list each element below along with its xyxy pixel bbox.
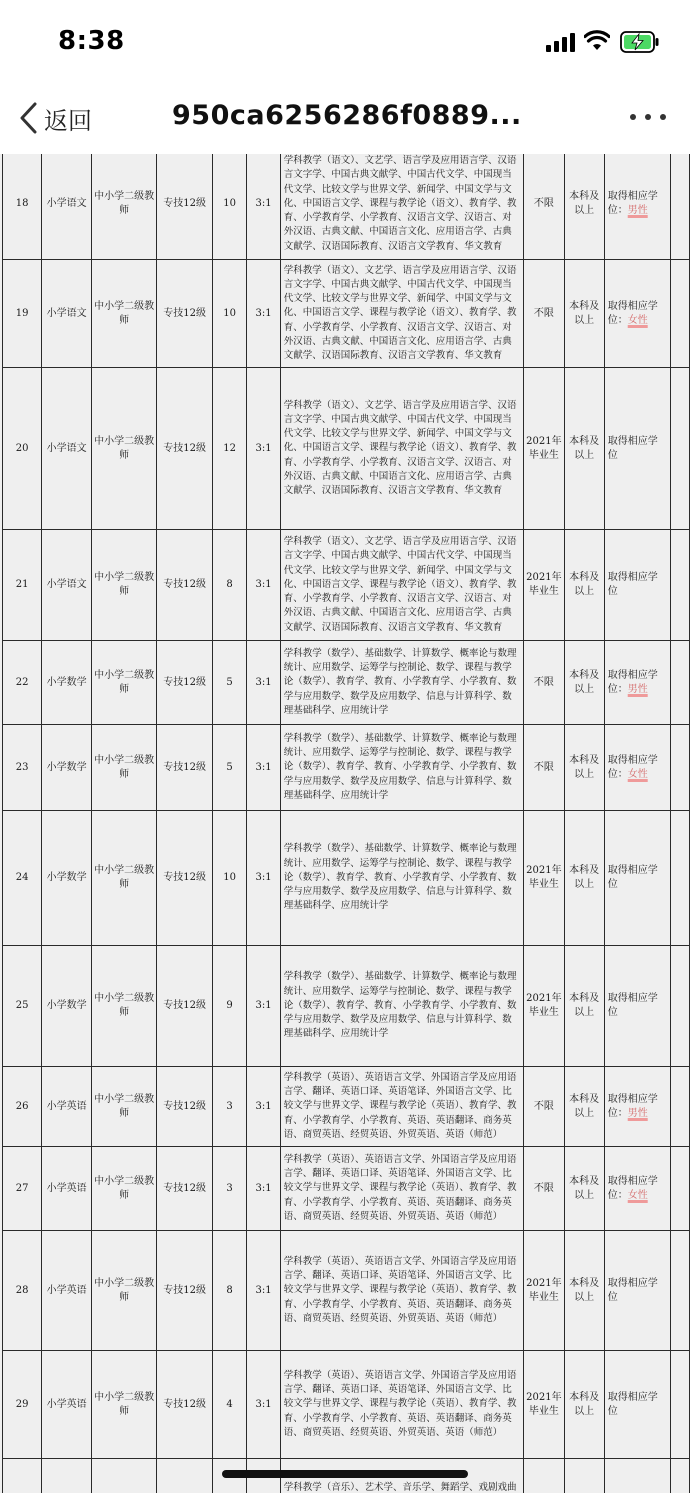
table-row	[3, 725, 690, 811]
gender-requirement: 女性	[627, 1189, 648, 1201]
level-text: 专技12级	[163, 307, 206, 319]
ratio-text: 3:1	[255, 579, 272, 590]
battery-charging-icon	[620, 31, 660, 53]
count-cell	[212, 368, 246, 530]
row-number-cell	[3, 641, 42, 725]
position-cell	[91, 1067, 156, 1147]
table-row	[3, 368, 690, 530]
level-cell	[157, 260, 213, 368]
level-cell	[157, 946, 213, 1067]
table-row	[3, 260, 690, 368]
subject-text: 小学数学	[46, 761, 87, 773]
major-cell	[280, 1351, 523, 1459]
subject-text: 小学语文	[46, 198, 87, 209]
count-cell	[212, 641, 246, 725]
position-cell	[91, 1459, 156, 1493]
degree-cell	[604, 154, 670, 260]
table-row	[3, 530, 690, 641]
ratio-text: 3:1	[255, 1100, 272, 1112]
position-text: 中小学二级教师	[94, 1277, 155, 1303]
graduate-cell	[524, 1147, 565, 1231]
edge-cell	[670, 260, 690, 368]
graduate-cell	[524, 811, 565, 946]
count-cell	[212, 260, 246, 368]
edge-cell	[670, 1147, 690, 1231]
row-number-text: 18	[15, 198, 29, 209]
edge-cell	[670, 1067, 690, 1147]
major-cell	[280, 946, 523, 1067]
more-dot-icon	[645, 114, 651, 120]
gender-requirement: 男性	[627, 1107, 648, 1119]
row-number-text: 28	[15, 1284, 29, 1296]
row-number-cell	[3, 368, 42, 530]
edge-cell	[670, 1351, 690, 1459]
position-cell	[91, 725, 156, 811]
row-number-cell	[3, 1147, 42, 1231]
ratio-cell	[247, 1147, 280, 1231]
major-cell	[280, 811, 523, 946]
education-text: 本科及以上	[569, 669, 600, 695]
level-text: 专技12级	[163, 579, 206, 590]
subject-text: 小学数学	[46, 872, 87, 883]
level-cell	[157, 154, 213, 260]
subject-text: 小学英语	[46, 1100, 87, 1112]
position-cell	[91, 811, 156, 946]
edge-cell	[670, 946, 690, 1067]
row-number-text: 19	[15, 307, 29, 319]
graduate-cell	[524, 260, 565, 368]
position-cell	[91, 368, 156, 530]
education-cell	[564, 1067, 604, 1147]
gender-requirement: 女性	[627, 314, 648, 326]
table-row	[3, 811, 690, 946]
subject-text: 小学英语	[46, 1284, 87, 1296]
row-number-cell	[3, 725, 42, 811]
ratio-cell	[247, 641, 280, 725]
row-number-text: 29	[15, 1398, 29, 1410]
subject-cell	[42, 530, 92, 641]
count-text: 8	[226, 1284, 233, 1296]
education-text: 本科及以上	[569, 993, 600, 1018]
degree-cell	[604, 1147, 670, 1231]
degree-text: 取得相应学位	[607, 865, 658, 890]
graduate-cell	[524, 946, 565, 1067]
recruitment-table-body	[3, 154, 690, 1493]
count-cell	[212, 1147, 246, 1231]
degree-cell	[604, 641, 670, 725]
position-cell	[91, 260, 156, 368]
education-text: 本科及以上	[569, 1175, 600, 1201]
more-options-button[interactable]	[626, 106, 670, 128]
count-cell	[212, 1067, 246, 1147]
position-text: 中小学二级教师	[94, 191, 155, 216]
education-text: 本科及以上	[569, 754, 600, 780]
row-number-cell	[3, 260, 42, 368]
level-text: 专技12级	[163, 1000, 206, 1011]
degree-cell	[604, 1067, 670, 1147]
degree-text: 取得相应学位	[607, 993, 658, 1018]
subject-cell	[42, 368, 92, 530]
degree-text: 取得相应学位：	[607, 754, 658, 780]
count-text: 4	[226, 1398, 233, 1410]
chevron-left-icon	[16, 100, 40, 136]
subject-text: 小学英语	[46, 1182, 87, 1194]
degree-cell	[604, 811, 670, 946]
degree-cell	[604, 946, 670, 1067]
count-text: 9	[226, 1000, 233, 1011]
subject-text: 小学语文	[46, 579, 87, 590]
row-number-cell	[3, 1231, 42, 1351]
position-cell	[91, 946, 156, 1067]
level-text: 专技12级	[163, 761, 206, 773]
graduate-text: 2021年毕业生	[526, 572, 562, 597]
position-text: 中小学二级教师	[94, 1391, 155, 1417]
graduate-text: 2021年毕业生	[526, 1277, 562, 1303]
document-viewer[interactable]	[0, 154, 690, 1493]
graduate-text: 不限	[533, 307, 554, 319]
row-number-cell	[3, 946, 42, 1067]
ratio-text: 3:1	[255, 198, 272, 209]
education-cell	[564, 1147, 604, 1231]
ratio-cell	[247, 725, 280, 811]
row-number-text: 21	[15, 579, 29, 590]
position-cell	[91, 530, 156, 641]
graduate-cell	[524, 1459, 565, 1493]
graduate-cell	[524, 368, 565, 530]
home-indicator[interactable]	[222, 1470, 468, 1478]
status-bar	[0, 0, 690, 80]
graduate-cell	[524, 641, 565, 725]
subject-cell	[42, 811, 92, 946]
ratio-text: 3:1	[255, 676, 272, 688]
edge-cell	[670, 530, 690, 641]
degree-cell	[604, 1231, 670, 1351]
position-cell	[91, 1231, 156, 1351]
position-text: 中小学二级教师	[94, 435, 155, 461]
edge-cell	[670, 811, 690, 946]
ratio-cell	[247, 811, 280, 946]
major-text: 学科教学（语文）、文艺学、语言学及应用语言学、汉语言文字学、中国古典文献学、中国古代文学、中国现当代文学、比较文学与世界文学、新闻学、中国文学与文化、中国语言文学、课程与教学论（语文）、教育学、教育、小学教育学、小学教育、汉语言文学、汉语言、对外汉语、古典文献、中国语言文化、应用语言学、古典文献学、汉语国际教育、汉语言文学教育、华文教育	[283, 536, 517, 633]
level-cell	[157, 1067, 213, 1147]
edge-cell	[670, 154, 690, 260]
level-cell	[157, 1351, 213, 1459]
graduate-text: 不限	[533, 761, 554, 773]
degree-cell	[604, 725, 670, 811]
ratio-cell	[247, 1351, 280, 1459]
count-text: 5	[226, 676, 233, 688]
ratio-text: 3:1	[255, 761, 272, 773]
row-number-text: 24	[15, 872, 29, 883]
graduate-text: 2021年毕业生	[526, 435, 562, 461]
education-text: 本科及以上	[569, 1093, 600, 1119]
ratio-cell	[247, 1067, 280, 1147]
education-cell	[564, 368, 604, 530]
row-number-cell	[3, 530, 42, 641]
row-number-text: 26	[15, 1100, 29, 1112]
edge-cell	[670, 368, 690, 530]
count-text: 12	[223, 442, 236, 454]
level-cell	[157, 368, 213, 530]
graduate-text: 不限	[533, 198, 554, 209]
level-text: 专技12级	[163, 676, 206, 688]
recruitment-table	[2, 154, 690, 1493]
level-cell	[157, 1459, 213, 1493]
graduate-text: 不限	[533, 1182, 554, 1194]
ratio-text: 3:1	[255, 1000, 272, 1011]
major-text: 学科教学（语文）、文艺学、语言学及应用语言学、汉语言文字学、中国古典文献学、中国古代文学、中国现当代文学、比较文学与世界文学、新闻学、中国文学与文化、中国语言文学、课程与教学论（语文）、教育学、教育、小学教育学、小学教育、汉语言文学、汉语言、对外汉语、古典文献、中国语言文化、应用语言学、古典文献学、汉语国际教育、汉语言文学教育、华文教育	[283, 399, 517, 496]
ratio-cell	[247, 154, 280, 260]
major-cell	[280, 1231, 523, 1351]
education-text: 本科及以上	[569, 865, 600, 890]
subject-cell	[42, 725, 92, 811]
degree-text: 取得相应学位	[607, 1277, 658, 1303]
level-text: 专技12级	[163, 1284, 206, 1296]
major-text: 学科教学（英语）、英语语言文学、外国语言学及应用语言学、翻译、英语口译、英语笔译、外国语言文学、比较文学与世界文学、课程与教学论（英语）、教育学、教育、小学教育学、小学教育、英语、英语翻译、商务英语、商贸英语、经贸英语、外贸英语、英语（师范）	[283, 1369, 517, 1438]
position-text: 中小学二级教师	[94, 754, 155, 780]
subject-text: 小学英语	[46, 1398, 87, 1410]
gender-requirement: 女性	[627, 768, 648, 780]
education-text: 本科及以上	[569, 191, 600, 216]
education-cell	[564, 641, 604, 725]
subject-text: 小学语文	[46, 307, 87, 319]
graduate-text: 2021年毕业生	[526, 993, 562, 1018]
gender-requirement: 男性	[627, 683, 648, 695]
position-cell	[91, 1147, 156, 1231]
cellular-signal-icon	[546, 32, 576, 52]
subject-cell	[42, 641, 92, 725]
major-text: 学科教学（英语）、英语语言文学、外国语言学及应用语言学、翻译、英语口译、英语笔译、外国语言文学、比较文学与世界文学、课程与教学论（英语）、教育学、教育、小学教育学、小学教育、英语、英语翻译、商务英语、商贸英语、经贸英语、外贸英语、英语（师范）	[283, 1153, 517, 1222]
count-text: 3	[226, 1100, 233, 1112]
table-row	[3, 1067, 690, 1147]
degree-text: 取得相应学位：	[607, 300, 658, 326]
ratio-cell	[247, 946, 280, 1067]
row-number-cell	[3, 811, 42, 946]
education-cell	[564, 725, 604, 811]
position-cell	[91, 154, 156, 260]
degree-cell	[604, 260, 670, 368]
edge-cell	[670, 1459, 690, 1493]
edge-cell	[670, 641, 690, 725]
subject-cell	[42, 1459, 92, 1493]
subject-cell	[42, 154, 92, 260]
level-text: 专技12级	[163, 198, 206, 209]
ratio-text: 3:1	[255, 442, 272, 454]
position-text: 中小学二级教师	[94, 669, 155, 695]
level-cell	[157, 641, 213, 725]
major-text: 学科教学（数学）、基础数学、计算数学、概率论与数理统计、应用数学、运筹学与控制论、数学、课程与教学论（数学）、教育学、教育、小学教育学、小学教育、数学与应用数学、数学及应用数学、信息与计算科学、数理基础科学、应用统计学	[283, 971, 517, 1040]
count-cell	[212, 725, 246, 811]
subject-cell	[42, 1231, 92, 1351]
table-row	[3, 1231, 690, 1351]
ratio-text: 3:1	[255, 307, 272, 319]
count-text: 10	[223, 307, 236, 319]
level-cell	[157, 530, 213, 641]
level-cell	[157, 1147, 213, 1231]
graduate-cell	[524, 725, 565, 811]
level-text: 专技12级	[163, 1398, 206, 1410]
table-row	[3, 154, 690, 260]
education-text: 本科及以上	[569, 1277, 600, 1303]
row-number-cell	[3, 154, 42, 260]
major-cell	[280, 725, 523, 811]
graduate-cell	[524, 1351, 565, 1459]
education-cell	[564, 260, 604, 368]
education-text: 本科及以上	[569, 1391, 600, 1417]
subject-cell	[42, 260, 92, 368]
count-text: 10	[223, 198, 236, 209]
navigation-bar	[0, 80, 690, 154]
education-cell	[564, 946, 604, 1067]
count-cell	[212, 811, 246, 946]
position-text: 中小学二级教师	[94, 1093, 155, 1119]
position-text: 中小学二级教师	[94, 572, 155, 597]
education-cell	[564, 1231, 604, 1351]
degree-cell	[604, 530, 670, 641]
subject-cell	[42, 1351, 92, 1459]
degree-text: 取得相应学位：	[607, 191, 658, 216]
row-number-cell	[3, 1067, 42, 1147]
degree-cell	[604, 368, 670, 530]
row-number-text: 23	[15, 761, 29, 773]
wifi-icon	[584, 30, 610, 52]
count-cell	[212, 946, 246, 1067]
degree-text: 取得相应学位	[607, 435, 658, 461]
major-cell	[280, 260, 523, 368]
education-text: 本科及以上	[569, 300, 600, 326]
graduate-text: 不限	[533, 1100, 554, 1112]
level-text: 专技12级	[163, 442, 206, 454]
education-cell	[564, 530, 604, 641]
level-text: 专技12级	[163, 872, 206, 883]
table-row	[3, 1147, 690, 1231]
ratio-cell	[247, 530, 280, 641]
degree-cell	[604, 1351, 670, 1459]
position-cell	[91, 641, 156, 725]
count-cell	[212, 1231, 246, 1351]
major-cell	[280, 154, 523, 260]
level-cell	[157, 1231, 213, 1351]
back-button[interactable]	[16, 98, 92, 138]
ratio-text: 3:1	[255, 1398, 272, 1410]
table-row	[3, 1351, 690, 1459]
graduate-cell	[524, 530, 565, 641]
major-text: 学科教学（数学）、基础数学、计算数学、概率论与数理统计、应用数学、运筹学与控制论、数学、课程与教学论（数学）、教育学、教育、小学教育学、小学教育、数学与应用数学、数学及应用数学、信息与计算科学、数理基础科学、应用统计学	[283, 732, 517, 801]
major-text: 学科教学（数学）、基础数学、计算数学、概率论与数理统计、应用数学、运筹学与控制论、数学、课程与教学论（数学）、教育学、教育、小学教育学、小学教育、数学与应用数学、数学及应用数学、信息与计算科学、数理基础科学、应用统计学	[283, 843, 517, 912]
row-number-text: 27	[15, 1182, 29, 1194]
subject-cell	[42, 1147, 92, 1231]
major-cell	[280, 641, 523, 725]
count-text: 8	[226, 579, 233, 590]
table-row	[3, 946, 690, 1067]
major-cell	[280, 1067, 523, 1147]
subject-cell	[42, 946, 92, 1067]
major-text: 学科教学（英语）、英语语言文学、外国语言学及应用语言学、翻译、英语口译、英语笔译、外国语言文学、比较文学与世界文学、课程与教学论（英语）、教育学、教育、小学教育学、小学教育、英语、英语翻译、商务英语、商贸英语、经贸英语、外贸英语、英语（师范）	[283, 1071, 517, 1140]
education-cell	[564, 1351, 604, 1459]
major-text: 学科教学（语文）、文艺学、语言学及应用语言学、汉语言文字学、中国古典文献学、中国古代文学、中国现当代文学、比较文学与世界文学、新闻学、中国文学与文化、中国语言文学、课程与教学论（语文）、教育学、教育、小学教育学、小学教育、汉语言文学、汉语言、对外汉语、古典文献、中国语言文化、应用语言学、古典文献学、汉语国际教育、汉语言文学教育、华文教育	[283, 264, 517, 361]
level-cell	[157, 725, 213, 811]
ratio-cell	[247, 260, 280, 368]
major-text: 学科教学（语文）、文艺学、语言学及应用语言学、汉语言文字学、中国古典文献学、中国古代文学、中国现当代文学、比较文学与世界文学、新闻学、中国文学与文化、中国语言文学、课程与教学论（语文）、教育学、教育、小学教育学、小学教育、汉语言文学、汉语言、对外汉语、古典文献、中国语言文化、应用语言学、古典文献学、汉语国际教育、汉语言文学教育、华文教育	[283, 155, 517, 252]
degree-text: 取得相应学位	[607, 1391, 658, 1417]
major-text: 学科教学（英语）、英语语言文学、外国语言学及应用语言学、翻译、英语口译、英语笔译、外国语言文学、比较文学与世界文学、课程与教学论（英语）、教育学、教育、小学教育学、小学教育、英语、英语翻译、商务英语、商贸英语、经贸英语、外贸英语、英语（师范）	[283, 1255, 517, 1324]
count-text: 3	[226, 1182, 233, 1194]
subject-text: 小学数学	[46, 1000, 87, 1011]
major-cell	[280, 530, 523, 641]
education-cell	[564, 154, 604, 260]
major-cell	[280, 1147, 523, 1231]
graduate-text: 2021年毕业生	[526, 865, 562, 890]
row-number-cell	[3, 1459, 42, 1493]
graduate-cell	[524, 1231, 565, 1351]
major-text: 学科教学（数学）、基础数学、计算数学、概率论与数理统计、应用数学、运筹学与控制论、数学、课程与教学论（数学）、教育学、教育、小学教育学、小学教育、数学与应用数学、数学及应用数学、信息与计算科学、数理基础科学、应用统计学	[283, 647, 517, 716]
row-number-text: 22	[15, 676, 29, 688]
ratio-text: 3:1	[255, 1182, 272, 1194]
degree-cell	[604, 1459, 670, 1493]
graduate-cell	[524, 154, 565, 260]
ratio-text: 3:1	[255, 1284, 272, 1296]
table-row	[3, 641, 690, 725]
count-cell	[212, 1351, 246, 1459]
degree-text: 取得相应学位：	[607, 669, 658, 695]
row-number-text: 25	[15, 1000, 29, 1011]
back-label: 返回	[44, 106, 92, 135]
count-cell	[212, 530, 246, 641]
edge-cell	[670, 1231, 690, 1351]
position-cell	[91, 1351, 156, 1459]
degree-text: 取得相应学位	[607, 572, 658, 597]
count-text: 10	[223, 872, 236, 883]
subject-cell	[42, 1067, 92, 1147]
position-text: 中小学二级教师	[94, 300, 155, 326]
education-cell	[564, 811, 604, 946]
position-text: 中小学二级教师	[94, 993, 155, 1018]
education-text: 本科及以上	[569, 572, 600, 597]
ratio-text: 3:1	[255, 872, 272, 883]
education-cell	[564, 1459, 604, 1493]
count-cell	[212, 154, 246, 260]
row-number-cell	[3, 1351, 42, 1459]
subject-text: 小学数学	[46, 676, 87, 688]
gender-requirement: 男性	[627, 205, 648, 216]
graduate-text: 不限	[533, 676, 554, 688]
more-dot-icon	[630, 114, 636, 120]
count-text: 5	[226, 761, 233, 773]
subject-text: 小学语文	[46, 442, 87, 454]
degree-text: 取得相应学位：	[607, 1093, 658, 1119]
graduate-cell	[524, 1067, 565, 1147]
position-text: 中小学二级教师	[94, 865, 155, 890]
degree-text: 取得相应学位：	[607, 1175, 658, 1201]
major-text: 学科教学（音乐）、艺术学、音乐学、舞蹈学、戏剧戏曲	[283, 1482, 517, 1493]
ratio-cell	[247, 368, 280, 530]
level-text: 专技12级	[163, 1100, 206, 1112]
status-time: 8:38	[58, 26, 125, 56]
level-text: 专技12级	[163, 1182, 206, 1194]
ratio-cell	[247, 1231, 280, 1351]
position-text: 中小学二级教师	[94, 1175, 155, 1201]
level-cell	[157, 811, 213, 946]
more-dot-icon	[660, 114, 666, 120]
page-title: 950ca6256286f0889...	[172, 100, 522, 131]
education-text: 本科及以上	[569, 435, 600, 461]
major-cell	[280, 368, 523, 530]
edge-cell	[670, 725, 690, 811]
row-number-text: 20	[15, 442, 29, 454]
graduate-text: 2021年毕业生	[526, 1391, 562, 1417]
